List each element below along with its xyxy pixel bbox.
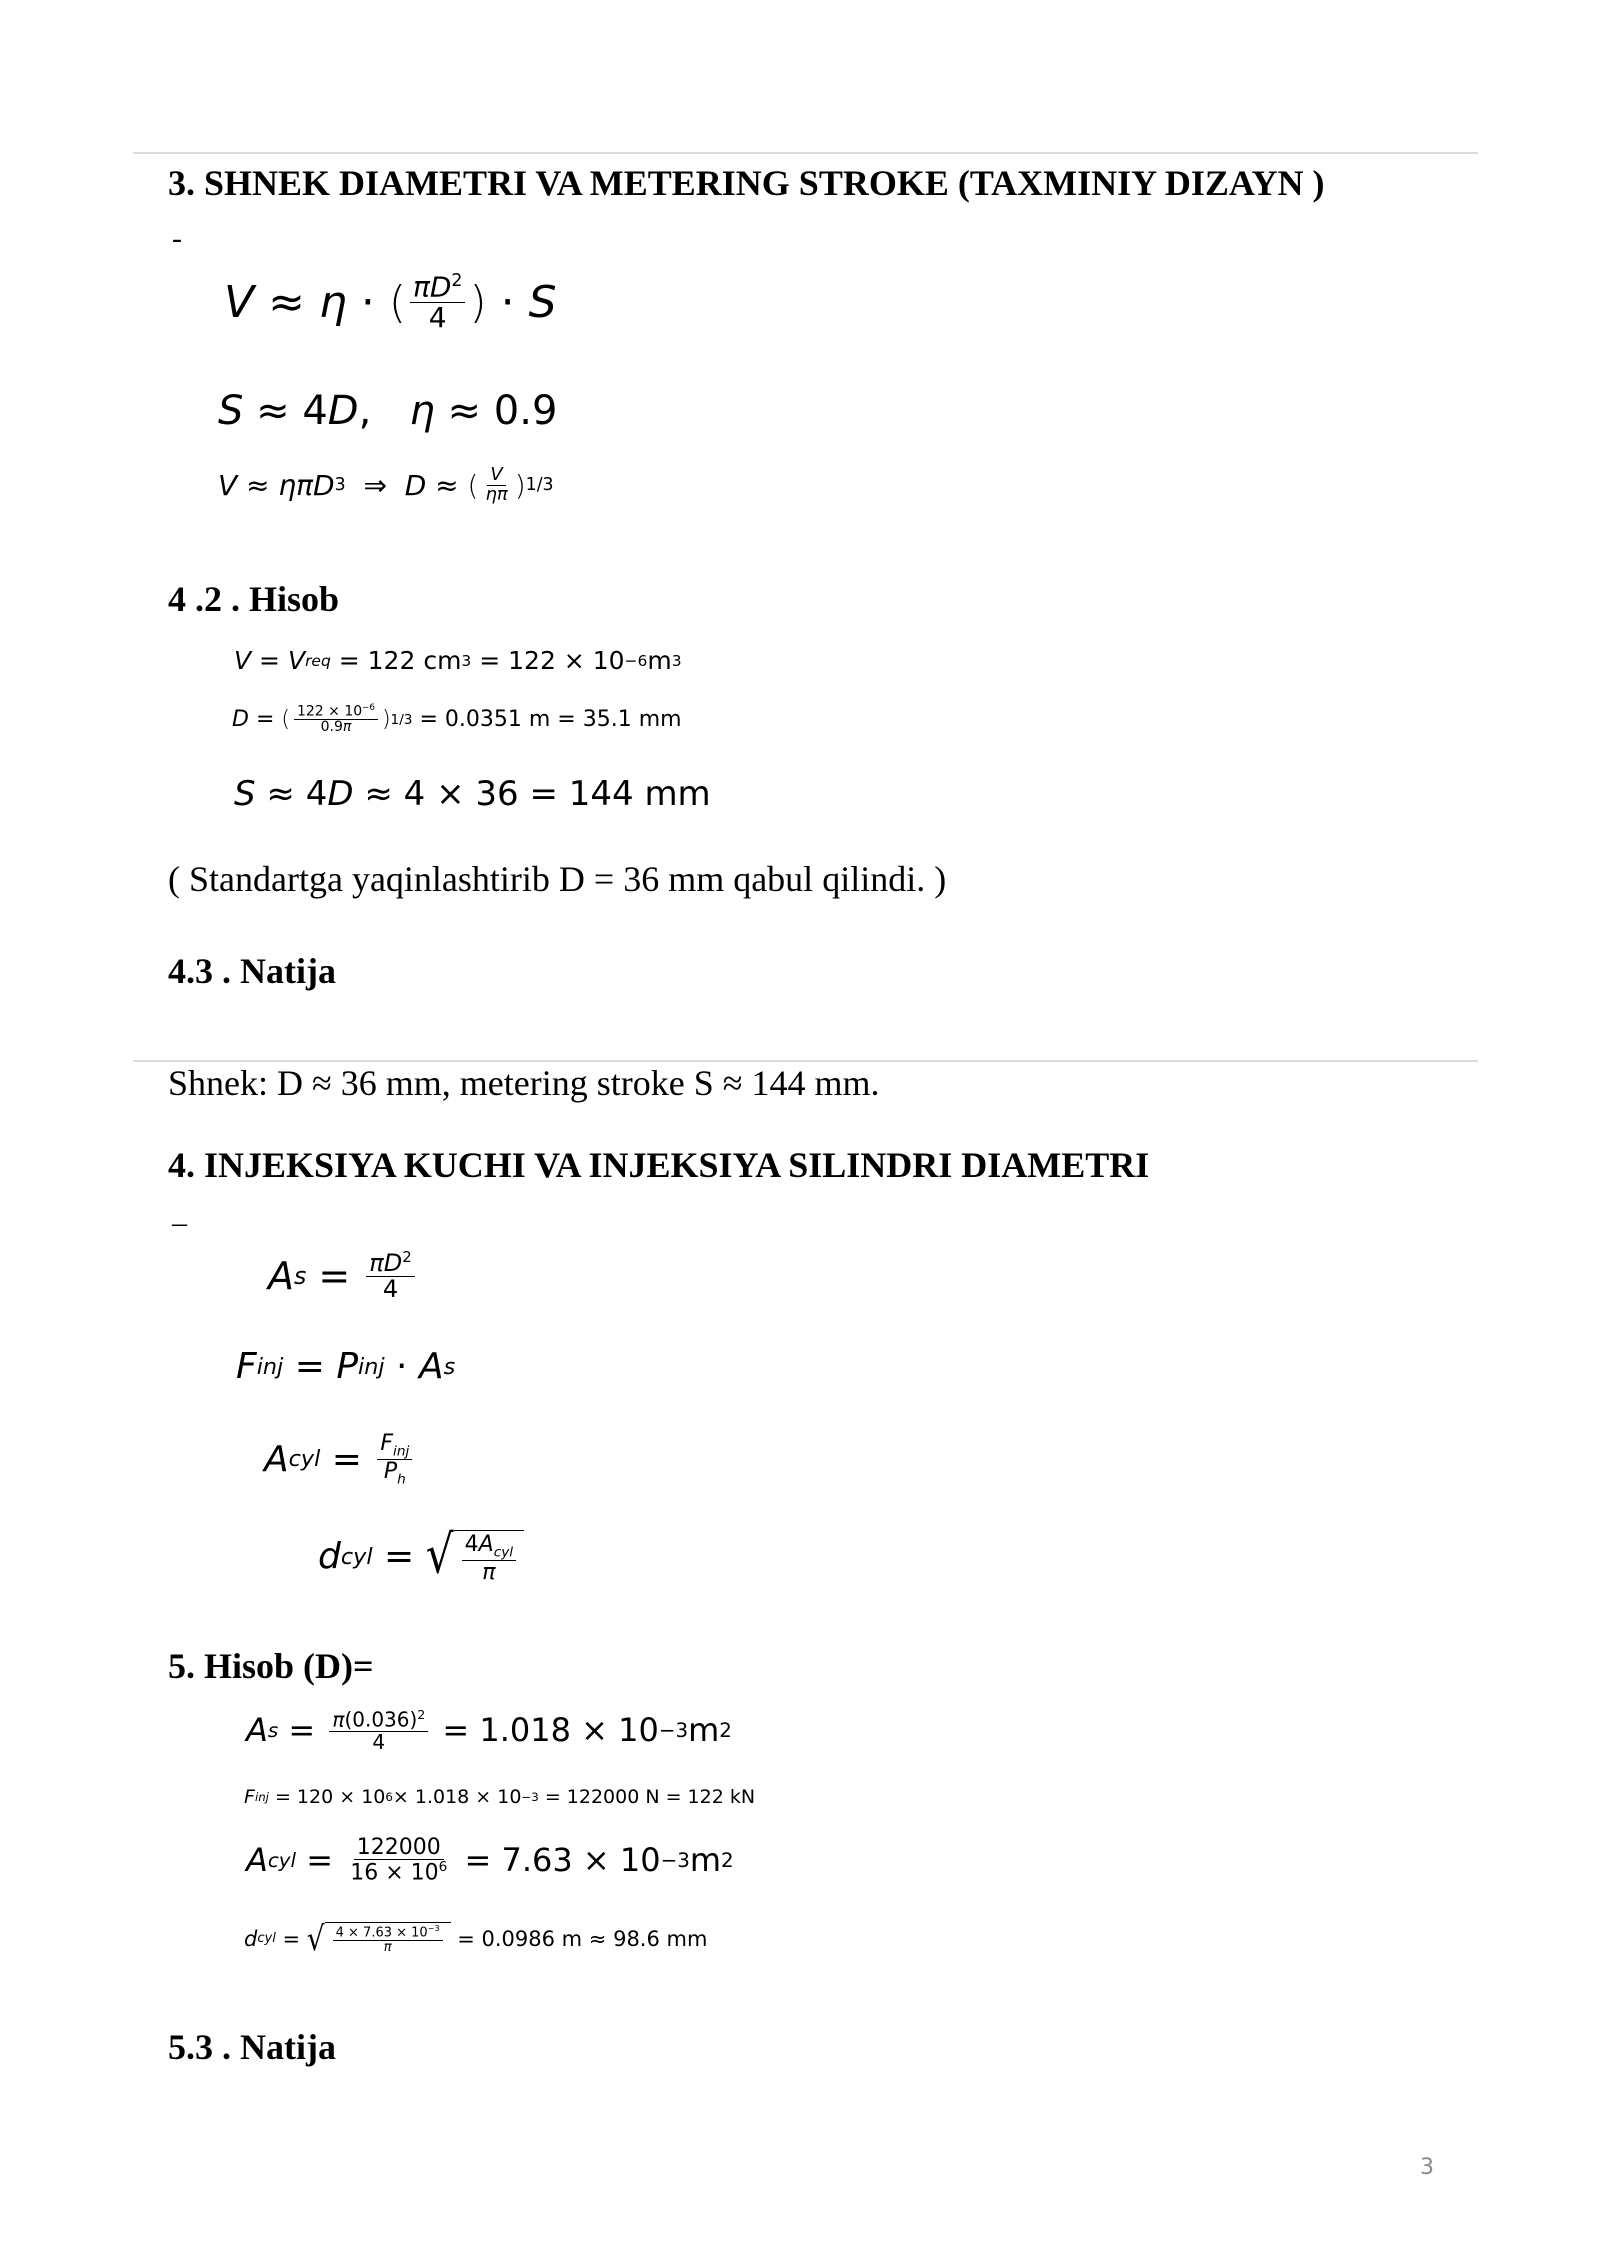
equation-stroke-assumption: S ≈ 4 D , η ≈ 0.9 [218,388,558,434]
top-divider [133,152,1478,154]
equation-cylinder-diameter: d cyl = √ $\frac{4A_{cyl}}{\pi}$ [318,1530,524,1584]
equation-stroke-value: S ≈ 4 D ≈ 4 × 36 = 144 mm [234,774,711,814]
equation-injection-force: F inj = P inj · A s [236,1346,456,1387]
section-3-dash: - [172,222,182,255]
equation-diameter-value: D = ( $\frac{122 \times 10^{-6}}{0.9\pi}$ ) 1/3 = 0.0351 m = 35.1 mm [232,703,682,736]
equation-volume: V ≈ η · ( $\frac{\pi D^2}{4}$ ) · S [224,270,557,334]
section-4-heading: 4. INJEKSIYA KUCHI VA INJEKSIYA SILINDRI DIAMETRI [168,1145,1150,1185]
equation-injection-force-value: F inj = 120 × 10 6 × 1.018 × 10 −3 = 122000 N = 122 kN [244,1786,756,1808]
equation-cylinder-area-value: A cyl = $\frac{122000}{16 \times 10^6}$ = 7.63 × 10 −3 m 2 [246,1835,734,1886]
page-number: 3 [1420,2155,1434,2180]
cut-off-heading: 5. Hisob (D)= [168,1646,374,1686]
standard-note: ( Standartga yaqinlashtirib D = 36 mm qabul qilindi. ) [168,859,947,899]
section-4-dash: – [172,1206,187,1239]
equation-diameter-formula: V ≈ ηπD 3 ⇒ D ≈ ( $\frac{V}{\eta\pi}$ ) 1/3 [218,464,554,505]
subsection-4-3-heading: 4.3 . Natija [168,951,336,991]
subsection-5-3-heading: 5.3 . Natija [168,2027,336,2067]
equation-cylinder-diameter-value: d cyl = √ $\frac{4 \times 7.63 \times 10^{-3}}{\pi}$ = 0.0986 m ≈ 98.6 mm [244,1918,708,1959]
equation-cylinder-area: A cyl = $\frac{F_{inj}}{P_h}$ [264,1432,416,1486]
section-3-heading: 3. SHNEK DIAMETRI VA METERING STROKE (TAXMINIY DIZAYN ) [168,163,1325,203]
equation-screw-area-value: A s = $\frac{\pi(0.036)^2}{4}$ = 1.018 × 10 −3 m 2 [246,1707,732,1754]
equation-screw-area: A s = $\frac{\pi D^2}{4}$ [268,1250,419,1302]
equation-volume-value: V = V req = 122 cm 3 = 122 × 10 −6 m 3 [234,646,682,675]
result-text: Shnek: D ≈ 36 mm, metering stroke S ≈ 144 mm. [168,1063,880,1103]
subsection-4-2-heading: 4 .2 . Hisob [168,579,340,619]
